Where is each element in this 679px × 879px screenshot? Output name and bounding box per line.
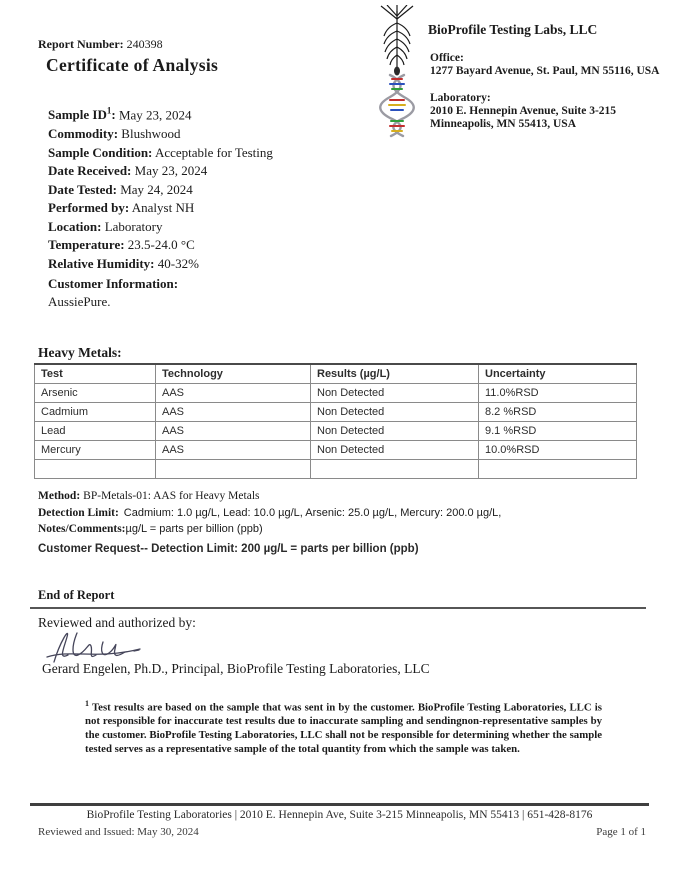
cell-test: Mercury: [35, 441, 156, 460]
footer-issued-date: Reviewed and Issued: May 30, 2024: [38, 826, 199, 838]
field-value: 23.5-24.0 °C: [127, 237, 195, 253]
method-label: Method:: [38, 490, 81, 502]
cell-technology: AAS: [156, 384, 311, 403]
signer-name: Gerard Engelen, Ph.D., Principal, BioProfile Testing Laboratories, LLC: [42, 661, 430, 676]
customer-information-heading: Customer Information:: [48, 276, 179, 291]
field-label: Date Tested:: [48, 181, 117, 197]
heavy-metals-table: [34, 363, 637, 479]
field-value: May 23, 2024: [118, 107, 192, 123]
cell-test: Cadmium: [35, 403, 156, 422]
dna-helix-icon: [380, 75, 414, 136]
column-header-technology: Technology: [156, 364, 311, 384]
cell-technology: [156, 460, 311, 479]
sample-info-block: [48, 102, 273, 274]
field-value: May 23, 2024: [134, 163, 208, 179]
detection-limit-line: [38, 505, 501, 522]
field-label: Sample Condition:: [48, 144, 153, 160]
field-value: Blushwood: [121, 125, 181, 141]
field-value: Analyst NH: [131, 200, 195, 216]
field-value: Laboratory: [104, 218, 163, 234]
field-sample-condition: [48, 144, 273, 163]
cell-uncertainty: 8.2 %RSD: [479, 403, 637, 422]
detection-limit-label: Detection Limit:: [38, 506, 119, 519]
detection-limit-value: Cadmium: 1.0 µg/L, Lead: 10.0 µg/L, Arsenic: 25.0 µg/L, Mercury: 200.0 µg/L,: [123, 506, 502, 519]
field-location: [48, 218, 273, 237]
cell-uncertainty: 11.0%RSD: [479, 384, 637, 403]
cell-technology: AAS: [156, 441, 311, 460]
table-row-lead: [35, 422, 637, 441]
method-value: BP-Metals-01: AAS for Heavy Metals: [83, 490, 260, 502]
company-name: BioProfile Testing Labs, LLC: [428, 22, 598, 37]
footnote: [85, 697, 602, 757]
column-header-results: Results (µg/L): [311, 364, 479, 384]
cell-result: Non Detected: [311, 441, 479, 460]
cell-uncertainty: 10.0%RSD: [479, 441, 637, 460]
cell-technology: AAS: [156, 422, 311, 441]
footer-company-line: BioProfile Testing Laboratories | 2010 E. Hennepin Ave, Suite 3-215 Minneapolis, MN 55413 | 651-428-8176: [86, 809, 593, 821]
cell-result: Non Detected: [311, 403, 479, 422]
notes-comments-line: [38, 521, 501, 538]
end-of-report-divider: [30, 586, 646, 609]
report-number-label: Report Number:: [38, 37, 124, 51]
column-header-test: Test: [35, 364, 156, 384]
field-label: Location:: [48, 218, 102, 234]
end-of-report-label: End of Report: [38, 588, 115, 602]
field-performed-by: [48, 199, 273, 218]
field-label: Sample $ID^1$:: [48, 106, 116, 123]
table-header-row: [35, 364, 637, 384]
notes-label: Notes/Comments:: [38, 523, 126, 535]
field-value: May 24, 2024: [120, 181, 193, 197]
customer-name: AussiePure.: [48, 294, 111, 309]
report-number-value: 240398: [126, 37, 163, 51]
laboratory-label: Laboratory:: [430, 92, 491, 104]
cell-result: [311, 460, 479, 479]
field-value: Acceptable for Testing: [154, 144, 273, 160]
office-label: Office:: [430, 52, 464, 64]
heavy-metals-heading: Heavy Metals:: [38, 345, 122, 360]
field-date-tested: [48, 181, 273, 200]
table-row-mercury: [35, 441, 637, 460]
notes-value: µg/L = parts per billion (ppb): [125, 523, 263, 535]
field-temperature: [48, 236, 273, 255]
footnote-text: Test results are based on the sample that was sent in by the customer. BioProfile Testing Laboratories, LLC is not responsible for inaccurate test results due to inaccurate sampling and sendingnon-representative samples by the customer. BioProfile Testing Laboratories, LLC shall not be responsible for determining whether the sample tested serves as a representative sample of the total quantity from which the sample was taken.: [85, 701, 602, 755]
footnote-superscript: 1: [85, 699, 89, 708]
field-label: Temperature:: [48, 237, 125, 253]
footer-page-number: Page 1 of 1: [596, 826, 646, 838]
reviewed-by-label: Reviewed and authorized by:: [38, 615, 196, 630]
customer-request-line: Customer Request-- Detection Limit: 200 µg/L = parts per billion (ppb): [38, 543, 419, 555]
field-label: Performed by:: [48, 200, 130, 216]
field-value: 40-32%: [157, 256, 199, 272]
cell-test: Lead: [35, 422, 156, 441]
table-row-cadmium: [35, 403, 637, 422]
report-number: [38, 37, 163, 52]
office-address: 1277 Bayard Avenue, St. Paul, MN 55116, USA: [430, 65, 660, 77]
field-sample-id: [48, 102, 273, 125]
cell-result: Non Detected: [311, 384, 479, 403]
field-commodity: [48, 125, 273, 144]
field-label: Commodity:: [48, 125, 119, 141]
page-title: Certificate of Analysis: [46, 55, 219, 75]
field-label: Relative Humidity:: [48, 256, 155, 272]
footnote-marker: 1: [106, 106, 112, 116]
cell-technology: AAS: [156, 403, 311, 422]
footer-divider: [30, 803, 649, 806]
column-header-uncertainty: Uncertainty: [479, 364, 637, 384]
cell-result: Non Detected: [311, 422, 479, 441]
wheat-dna-logo-icon: [370, 5, 424, 139]
field-relative-humidity: [48, 255, 273, 274]
wheat-ear-icon: [381, 5, 413, 68]
cell-test: Arsenic: [35, 384, 156, 403]
cell-test: [35, 460, 156, 479]
table-row-arsenic: [35, 384, 637, 403]
table-row-empty: [35, 460, 637, 479]
method-block: [38, 488, 501, 538]
laboratory-address-line2: Minneapolis, MN 55413, USA: [430, 118, 576, 130]
field-label: Date Received:: [48, 163, 132, 179]
laboratory-address-line1: 2010 E. Hennepin Avenue, Suite 3-215: [430, 105, 617, 117]
field-date-received: [48, 162, 273, 181]
method-line: [38, 488, 501, 505]
cell-uncertainty: [479, 460, 637, 479]
cell-uncertainty: 9.1 %RSD: [479, 422, 637, 441]
